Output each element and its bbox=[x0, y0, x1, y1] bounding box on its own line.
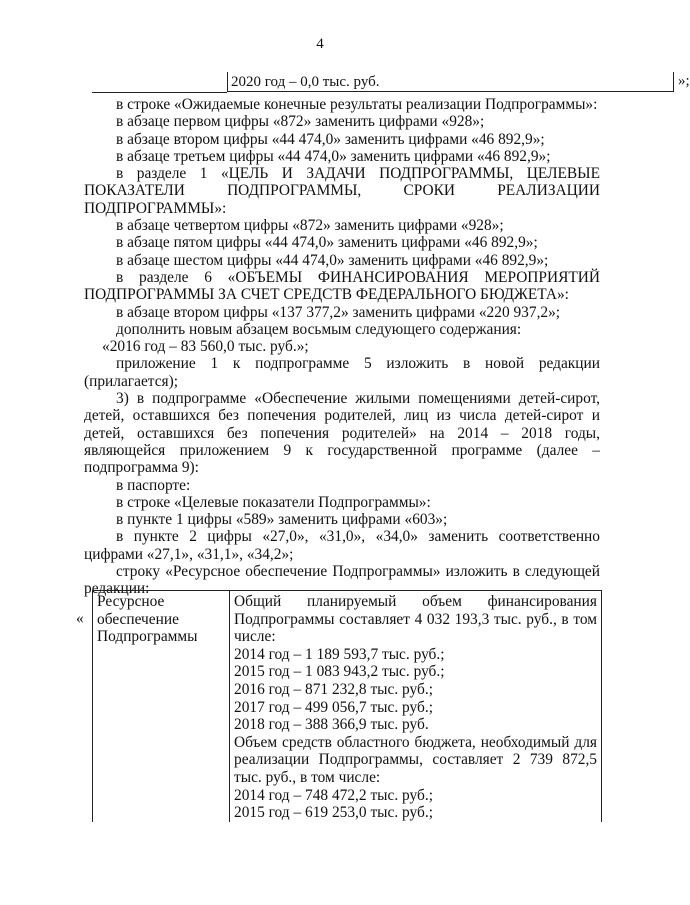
funding-year: 2014 год – 1 189 593,7 тыс. руб.; bbox=[234, 645, 445, 663]
table-left-border bbox=[92, 92, 227, 93]
paragraph: в абзаце шестом цифры «44 474,0» заменить цифрами «46 892,9»; bbox=[116, 251, 549, 269]
paragraph: в строке «Целевые показатели Подпрограммы»: bbox=[116, 493, 431, 511]
row-label-line: обеспечение bbox=[97, 610, 179, 628]
table-continuation-row bbox=[92, 72, 690, 94]
paragraph: «2016 год – 83 560,0 тыс. руб.»; bbox=[102, 338, 309, 356]
regional-funding-year: 2015 год – 619 253,0 тыс. руб.; bbox=[234, 804, 433, 822]
paragraph: в абзаце пятом цифры «44 474,0» заменить цифрами «46 892,9»; bbox=[116, 234, 538, 252]
open-quote: « bbox=[76, 610, 84, 627]
page-number: 4 bbox=[316, 36, 324, 52]
paragraph: в абзаце втором цифры «137 377,2» заменить цифрами «220 937,2»; bbox=[116, 303, 561, 321]
paragraph: в строке «Ожидаемые конечные результаты реализации Подпрограммы»: bbox=[116, 96, 598, 113]
funding-year: 2015 год – 1 083 943,2 тыс. руб.; bbox=[234, 663, 445, 681]
paragraph: в абзаце третьем цифры «44 474,0» заменить цифрами «46 892,9»; bbox=[116, 147, 551, 165]
funding-year: 2018 год – 388 366,9 тыс. руб. bbox=[234, 716, 429, 734]
funding-intro: Общий планируемый объем финансирования Подпрограммы составляет 4 032 193,3 тыс. руб., в том числе: bbox=[234, 593, 597, 646]
document-body bbox=[84, 96, 600, 598]
paragraph: в абзаце четвертом цифры «872» заменить цифрами «928»; bbox=[116, 217, 504, 235]
resource-table bbox=[92, 590, 602, 822]
regional-funding-year: 2014 год – 748 472,2 тыс. руб.; bbox=[234, 786, 433, 804]
row-label-line: Подпрограммы bbox=[97, 628, 198, 646]
paragraph: 3) в подпрограмме «Обеспечение жилыми помещениями детей-сирот, детей, оставшихся без попечения родителей, лиц из числа детей-сирот и детей, оставшихся без попечения родителей» на 2014 – 2018 годы, являющейся приложением 9 к государственной программе (далее – подпрограмма 9): bbox=[84, 390, 600, 477]
paragraph: в паспорте: bbox=[116, 476, 191, 494]
table-cell-2020: 2020 год – 0,0 тыс. руб. bbox=[227, 72, 674, 92]
paragraph: в разделе 6 «ОБЪЕМЫ ФИНАНСИРОВАНИЯ МЕРОПРИЯТИЙ ПОДПРОГРАММЫ ЗА СЧЕТ СРЕДСТВ ФЕДЕРАЛЬНОГО БЮДЖЕТА»: bbox=[84, 268, 600, 304]
paragraph: строку «Ресурсное обеспечение Подпрограммы» изложить в следующей редакции: bbox=[84, 563, 600, 598]
paragraph: в пункте 1 цифры «589» заменить цифрами «603»; bbox=[116, 511, 448, 529]
funding-year: 2017 год – 499 056,7 тыс. руб.; bbox=[234, 698, 433, 716]
row-label-line: Ресурсное bbox=[97, 593, 165, 610]
funding-year: 2016 год – 871 232,8 тыс. руб.; bbox=[234, 680, 433, 698]
paragraph: в разделе 1 «ЦЕЛЬ И ЗАДАЧИ ПОДПРОГРАММЫ, ЦЕЛЕВЫЕ ПОКАЗАТЕЛИ ПОДПРОГРАММЫ, СРОКИ РЕАЛИЗАЦИИ ПОДПРОГРАММЫ»: bbox=[84, 165, 600, 217]
paragraph: дополнить новым абзацем восьмым следующего содержания: bbox=[116, 320, 522, 338]
row-label-cell bbox=[93, 591, 230, 822]
closing-quote: »; bbox=[678, 73, 690, 89]
paragraph: в абзаце втором цифры «44 474,0» заменить цифрами «46 892,9»; bbox=[116, 130, 545, 148]
row-content-cell bbox=[230, 591, 602, 822]
regional-funding-intro: Объем средств областного бюджета, необходимый для реализации Подпрограммы, составляет 2 739 872,5 тыс. руб., в том числе: bbox=[234, 733, 597, 786]
paragraph: приложение 1 к подпрограмме 5 изложить в новой редакции (прилагается); bbox=[84, 355, 600, 390]
paragraph: в пункте 2 цифры «27,0», «31,0», «34,0» заменить соответственно цифрами «27,1», «31,1», «34,2»; bbox=[84, 528, 600, 563]
paragraph: в абзаце первом цифры «872» заменить цифрами «928»; bbox=[116, 113, 485, 131]
